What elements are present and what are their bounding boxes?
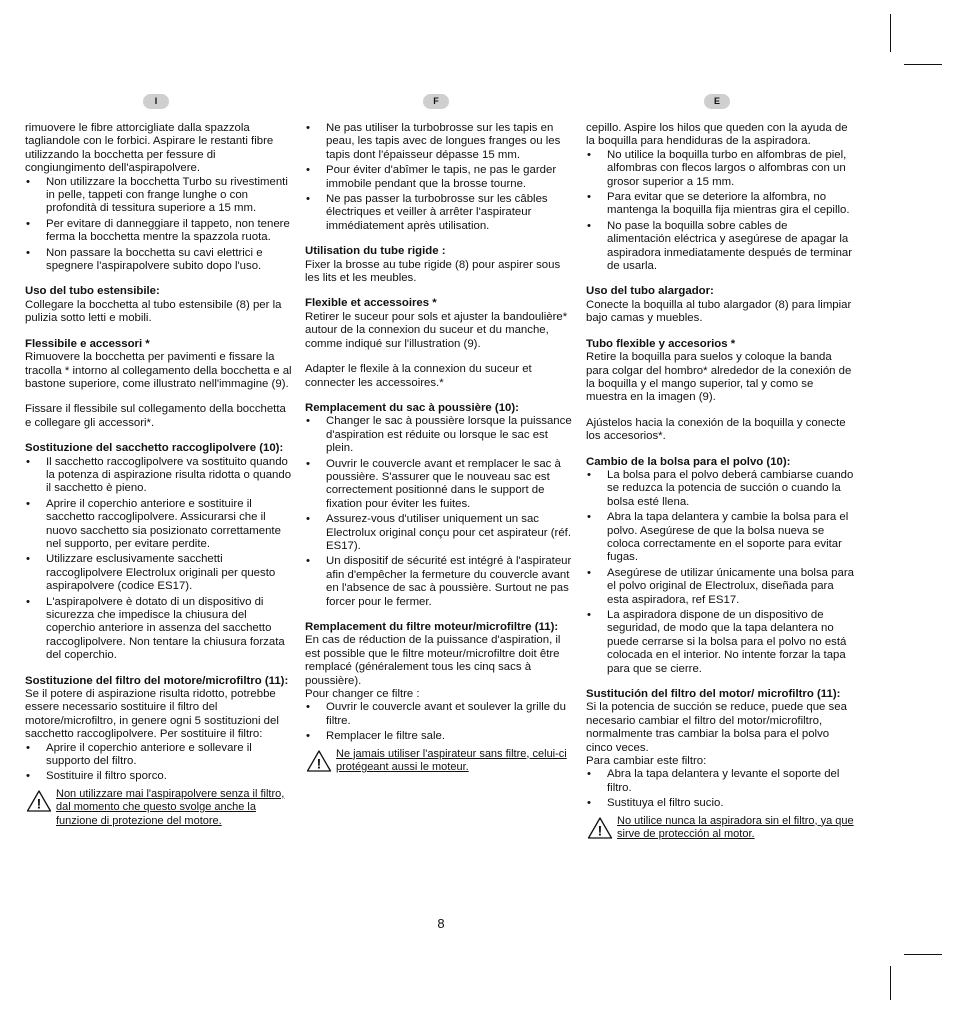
section-block — [25, 675, 293, 828]
bullet-item: • Sostituire il filtro sporco. — [25, 770, 293, 783]
column-spanish — [586, 88, 854, 855]
bullet-list — [25, 456, 293, 663]
section-block — [586, 456, 854, 677]
bullet-list — [586, 469, 854, 676]
bullet-item: • No pase la boquilla sobre cables de alimentación eléctrica y asegúrese de apagar la aspiradora inmediatamente después de terminar de usarla. — [586, 220, 854, 274]
bullet-item: • Un dispositif de sécurité est intégré à l'aspirateur afin d'empêcher la fermeture du couvercle avant en l'absence de sac à poussière. Surtout ne pas forcer pour le fermer. — [305, 555, 573, 609]
bullet-item: • Ne pas passer la turbobrosse sur les câbles électriques et veiller à arrêter l'aspirateur immédiatement après utilisation. — [305, 193, 573, 233]
section-block — [25, 285, 293, 325]
bullet-item: • Asegúrese de utilizar únicamente una bolsa para el polvo original de Electrolux, diseñada para esta aspiradora, ref ES17. — [586, 567, 854, 607]
section-block — [25, 338, 293, 392]
warning-icon — [306, 749, 332, 773]
warning-icon — [26, 789, 52, 813]
section-block — [305, 621, 573, 776]
bullet-item: • Non utilizzare la bocchetta Turbo su rivestimenti in pelle, tappeti con frange lunghe o con profondità di tessitura superiore a 15 mm. — [25, 176, 293, 216]
warning-text: Non utilizzare mai l'aspirapolvere senza il filtro, dal momento che questo svolge anche la funzione di protezione del motore. — [56, 787, 285, 827]
bullet-list — [305, 415, 573, 609]
paragraph: Rimuovere la bocchetta per pavimenti e fissare la tracolla * intorno al collegamento della bocchetta e al bastone superiore, come illustrato nell'immagine (9). — [25, 351, 292, 390]
warning-text: No utilice nunca la aspiradora sin el filtro, ya que sirve de protección al motor. — [617, 814, 854, 841]
bullet-item: • Ne pas utiliser la turbobrosse sur les tapis en peau, les tapis avec de longues franges ou les tapis dont l'épaisseur dépasse 15 mm. — [305, 122, 573, 162]
paragraph: rimuovere le fibre attorcigliate dalla spazzola tagliandole con le forbici. Aspirare le restanti fibre utilizzando la bocchetta per fessure di congiungimento dell'aspirapolvere. — [25, 122, 274, 175]
bullet-item: • Remplacer le filtre sale. — [305, 730, 573, 743]
section-heading: Sostituzione del sacchetto raccoglipolvere (10): — [25, 442, 284, 455]
bullet-item: • Il sacchetto raccoglipolvere va sostituito quando la potenza di aspirazione risulta ridotta o quando il sacchetto è pieno. — [25, 456, 293, 496]
warning-note — [586, 815, 854, 843]
section-block — [586, 285, 854, 325]
section-block — [25, 442, 293, 663]
section-heading: Flexible et accessoires * — [305, 297, 437, 310]
bullet-list — [586, 149, 854, 274]
svg-text:!: ! — [597, 822, 603, 839]
crop-mark-bottom-horizontal — [904, 954, 942, 955]
page-number: 8 — [437, 916, 445, 931]
paragraph: Fissare il flessibile sul collegamento della bocchetta e collegare gli accessori*. — [25, 403, 286, 429]
language-badge: F — [423, 94, 449, 109]
paragraph: Retire la boquilla para suelos y coloque la banda para colgar del hombro* alrededor de la conexión de la boquilla y el mango superior, tal y como se muestra en la imagen (9). — [586, 351, 852, 404]
section-block — [25, 403, 293, 430]
section-heading: Uso del tubo alargador: — [586, 285, 714, 298]
section-heading: Cambio de la bolsa para el polvo (10): — [586, 455, 791, 468]
paragraph: Para cambiar este filtro: — [586, 755, 707, 768]
section-heading: Tubo flexible y accesorios * — [586, 337, 736, 350]
section-heading: Sostituzione del filtro del motore/microfiltro (11): — [25, 674, 289, 687]
paragraph: Ajústelos hacia la conexión de la boquilla y conecte los accesorios*. — [586, 416, 846, 443]
section-block — [586, 417, 854, 444]
bullet-item: • Changer le sac à poussière lorsque la puissance d'aspiration est réduite ou lorsque le sac est plein. — [305, 415, 573, 455]
bullet-list — [305, 701, 573, 743]
section-block — [586, 122, 854, 273]
section-block — [305, 122, 573, 233]
crop-mark-top-vertical — [890, 14, 891, 52]
bullet-item: • Sustituya el filtro sucio. — [586, 797, 854, 810]
bullet-item: • Utilizzare esclusivamente sacchetti raccoglipolvere Electrolux originali per questo aspirapolvere (codice ES17). — [25, 553, 293, 593]
column-french — [305, 88, 573, 788]
section-heading: Sustitución del filtro del motor/ microfiltro (11): — [586, 688, 841, 701]
svg-text:!: ! — [36, 795, 42, 812]
bullet-item: • Ouvrir le couvercle avant et soulever la grille du filtre. — [305, 701, 573, 728]
section-heading: Uso del tubo estensibile: — [25, 285, 160, 298]
bullet-item: • No utilice la boquilla turbo en alfombras de piel, alfombras con flecos largos o alfombras con un grosor superior a 15 mm. — [586, 149, 854, 189]
bullet-item: • Pour éviter d'abîmer le tapis, ne pas le garder immobile pendant que la brosse tourne. — [305, 164, 573, 191]
section-block — [305, 363, 573, 390]
warning-text: Ne jamais utiliser l'aspirateur sans filtre, celui-ci protégeant aussi le moteur. — [336, 747, 567, 774]
section-block — [586, 688, 854, 843]
section-heading: Remplacement du filtre moteur/microfiltre (11): — [305, 621, 559, 633]
bullet-item: • La aspiradora dispone de un dispositivo de seguridad, de modo que la tapa delantera no puede cerrarse si la bolsa para el polvo no está colocada en el interior. No intente forzar la tapa para que se cierre. — [586, 609, 854, 676]
section-heading: Flessibile e accessori * — [25, 337, 150, 350]
section-block — [305, 245, 573, 285]
bullet-item: • Aprire il coperchio anteriore e sostituire il sacchetto raccoglipolvere. Assicurarsi che il nuovo sacchetto sia posizionato correttamente nel supporto, per evitare perdite. — [25, 498, 293, 552]
paragraph: Se il potere di aspirazione risulta ridotto, potrebbe essere necessario sostituire il filtro del motore/microfiltro, in genere ogni 5 sostituzioni del sacchetto raccoglipolvere. Per sostituire il filtro: — [25, 688, 279, 741]
bullet-item: • Abra la tapa delantera y cambie la bolsa para el polvo. Asegúrese de que la bolsa nueva se coloca correctamente en el soporte para evitar fugas. — [586, 511, 854, 565]
warning-note — [25, 788, 293, 828]
section-block — [305, 402, 573, 609]
bullet-item: • L'aspirapolvere è dotato di un dispositivo di sicurezza che impedisce la chiusura del coperchio anteriore in assenza del sacchetto raccoglipolvere. Non tentare la chiusura forzata del coperchio. — [25, 596, 293, 663]
paragraph: Si la potencia de succión se reduce, puede que sea necesario cambiar el filtro del motor/microfiltro, normalmente tras cambiar la bolsa para el polvo cinco veces. — [586, 701, 847, 754]
bullet-list — [586, 768, 854, 810]
crop-mark-top-horizontal — [904, 64, 942, 65]
bullet-list — [25, 742, 293, 784]
crop-mark-bottom-vertical — [890, 966, 891, 1000]
bullet-item: • Non passare la bocchetta su cavi elettrici e spegnere l'aspirapolvere subito dopo l'uso. — [25, 247, 293, 274]
language-badge: I — [143, 94, 169, 109]
paragraph: Conecte la boquilla al tubo alargador (8) para limpiar bajo camas y muebles. — [586, 298, 852, 325]
bullet-list — [25, 176, 293, 274]
warning-note — [305, 748, 573, 776]
paragraph: cepillo. Aspire los hilos que queden con la ayuda de la boquilla para hendiduras de la aspiradora. — [586, 122, 848, 148]
language-badge: E — [704, 94, 730, 109]
section-block — [305, 297, 573, 351]
section-heading: Remplacement du sac à poussière (10): — [305, 401, 519, 414]
bullet-item: • Ouvrir le couvercle avant et remplacer le sac à poussière. S'assurer que le nouveau sac est correctement positionné dans le support de fixation pour éviter les fuites. — [305, 458, 573, 512]
paragraph: En cas de réduction de la puissance d'aspiration, il est possible que le filtre moteur/microfiltre doit être remplacé (généralement tous les cinq sacs à poussière). — [305, 634, 561, 687]
svg-text:!: ! — [316, 755, 322, 772]
column-italian — [25, 88, 293, 840]
paragraph: Fixer la brosse au tube rigide (8) pour aspirer sous les lits et les meubles. — [305, 258, 561, 285]
bullet-item: • Abra la tapa delantera y levante el soporte del filtro. — [586, 768, 854, 795]
paragraph: Pour changer ce filtre : — [305, 688, 420, 701]
bullet-item: • Assurez-vous d'utiliser uniquement un sac Electrolux original conçu pour cet aspirateur (réf. ES17). — [305, 513, 573, 553]
warning-icon — [587, 816, 613, 840]
section-block — [25, 122, 293, 273]
bullet-item: • Per evitare di danneggiare il tappeto, non tenere ferma la bocchetta mentre la spazzola ruota. — [25, 218, 293, 245]
section-block — [586, 338, 854, 405]
bullet-item: • Aprire il coperchio anteriore e sollevare il supporto del filtro. — [25, 742, 293, 769]
bullet-item: • Para evitar que se deteriore la alfombra, no mantenga la boquilla fija mientras gira el cepillo. — [586, 191, 854, 218]
paragraph: Retirer le suceur pour sols et ajuster la bandoulière* autour de la connexion du suceur et du manche, comme indiqué sur l'illustration (9). — [305, 310, 568, 350]
bullet-item: • La bolsa para el polvo deberá cambiarse cuando se reduzca la potencia de succión o cuando la bolsa esté llena. — [586, 469, 854, 509]
paragraph: Adapter le flexile à la connexion du suceur et connecter les accessoires.* — [305, 363, 532, 389]
section-heading: Utilisation du tube rigide : — [305, 245, 446, 258]
bullet-list — [305, 122, 573, 233]
paragraph: Collegare la bocchetta al tubo estensibile (8) per la pulizia sotto letti e mobili. — [25, 298, 282, 325]
